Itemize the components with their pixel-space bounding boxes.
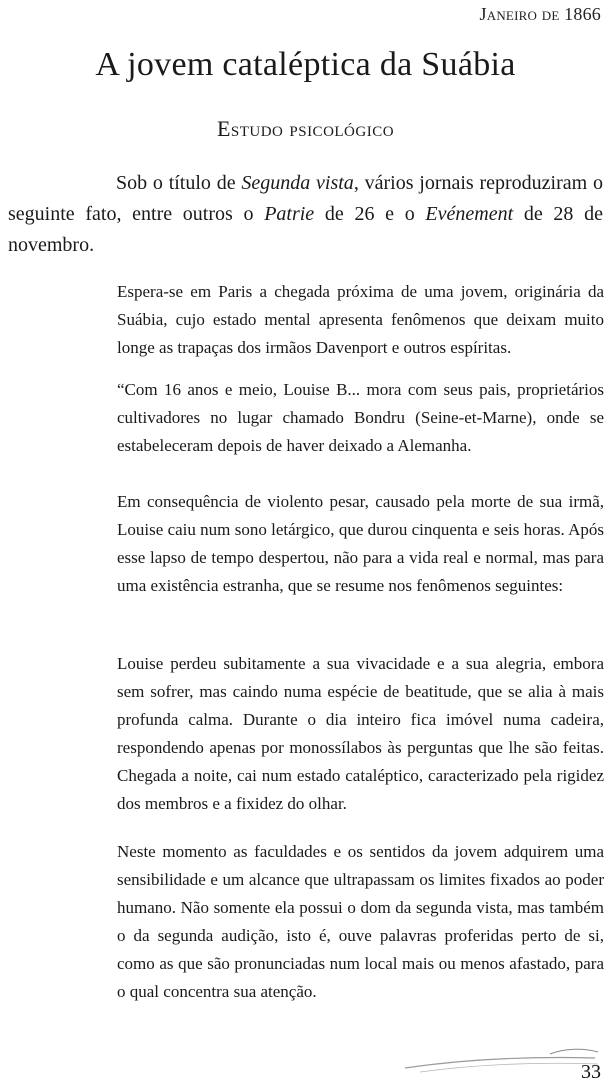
- article-title: A jovem cataléptica da Suábia: [95, 46, 516, 83]
- intro-text-2: , vários jornais reproduziram o seguinte fato, entre outros o: [8, 172, 603, 225]
- intro-text-4: de 28 de novembro.: [8, 203, 603, 256]
- quote-paragraph: Louise perdeu subitamente a sua vivacidade e a sua alegria, embora sem sofrer, mas caindo numa espécie de beatitude, que se alia à mais profunda calma. Durante o dia inteiro fica imóvel numa cadeira, respondendo apenas por monossílabos às perguntas que lhe são feitas. Chegada a noite, cai num estado cataléptico, caracterizado pela rigidez dos membros e a fixidez do olhar.: [117, 654, 604, 813]
- intro-text-1: Sob o título de: [116, 172, 242, 194]
- page-number: 33: [581, 1061, 601, 1083]
- quote-paragraph: Espera-se em Paris a chegada próxima de uma jovem, originária da Suábia, cujo estado mental apresenta fenômenos que deixam muito longe as trapaças dos irmãos Davenport e outros espíritas.: [117, 282, 604, 357]
- intro-paragraph: [8, 168, 603, 261]
- intro-italic-1: Segunda vista: [241, 172, 354, 194]
- intro-italic-2: Patrie: [264, 203, 315, 225]
- running-header: Janeiro de 1866: [479, 4, 601, 24]
- quote-paragraph: Em consequência de violento pesar, causado pela morte de sua irmã, Louise caiu num sono letárgico, que durou cinquenta e seis horas. Após esse lapso de tempo despertou, não para a vida real e normal, mas para uma existência estranha, que se resume nos fenômenos seguintes:: [117, 492, 604, 595]
- footer-ornament: [400, 1040, 600, 1080]
- quote-paragraph: Neste momento as faculdades e os sentidos da jovem adquirem uma sensibilidade e um alcance que ultrapassam os limites fixados ao poder humano. Não somente ela possui o dom da segunda vista, mas também o da segunda audição, isto é, ouve palavras proferidas perto de si, como as que são pronunciadas num local mais ou menos afastado, para o qual concentra sua atenção.: [117, 842, 604, 1001]
- intro-italic-3: Evénement: [425, 203, 514, 225]
- quote-paragraph: “Com 16 anos e meio, Louise B... mora com seus pais, proprietários cultivadores no lugar chamado Bondru (Seine-et-Marne), onde se estabeleceram depois de haver deixado a Alemanha.: [117, 380, 604, 455]
- article-subtitle: Estudo psicológico: [216, 116, 395, 141]
- intro-text-3: de 26 e o: [314, 203, 426, 225]
